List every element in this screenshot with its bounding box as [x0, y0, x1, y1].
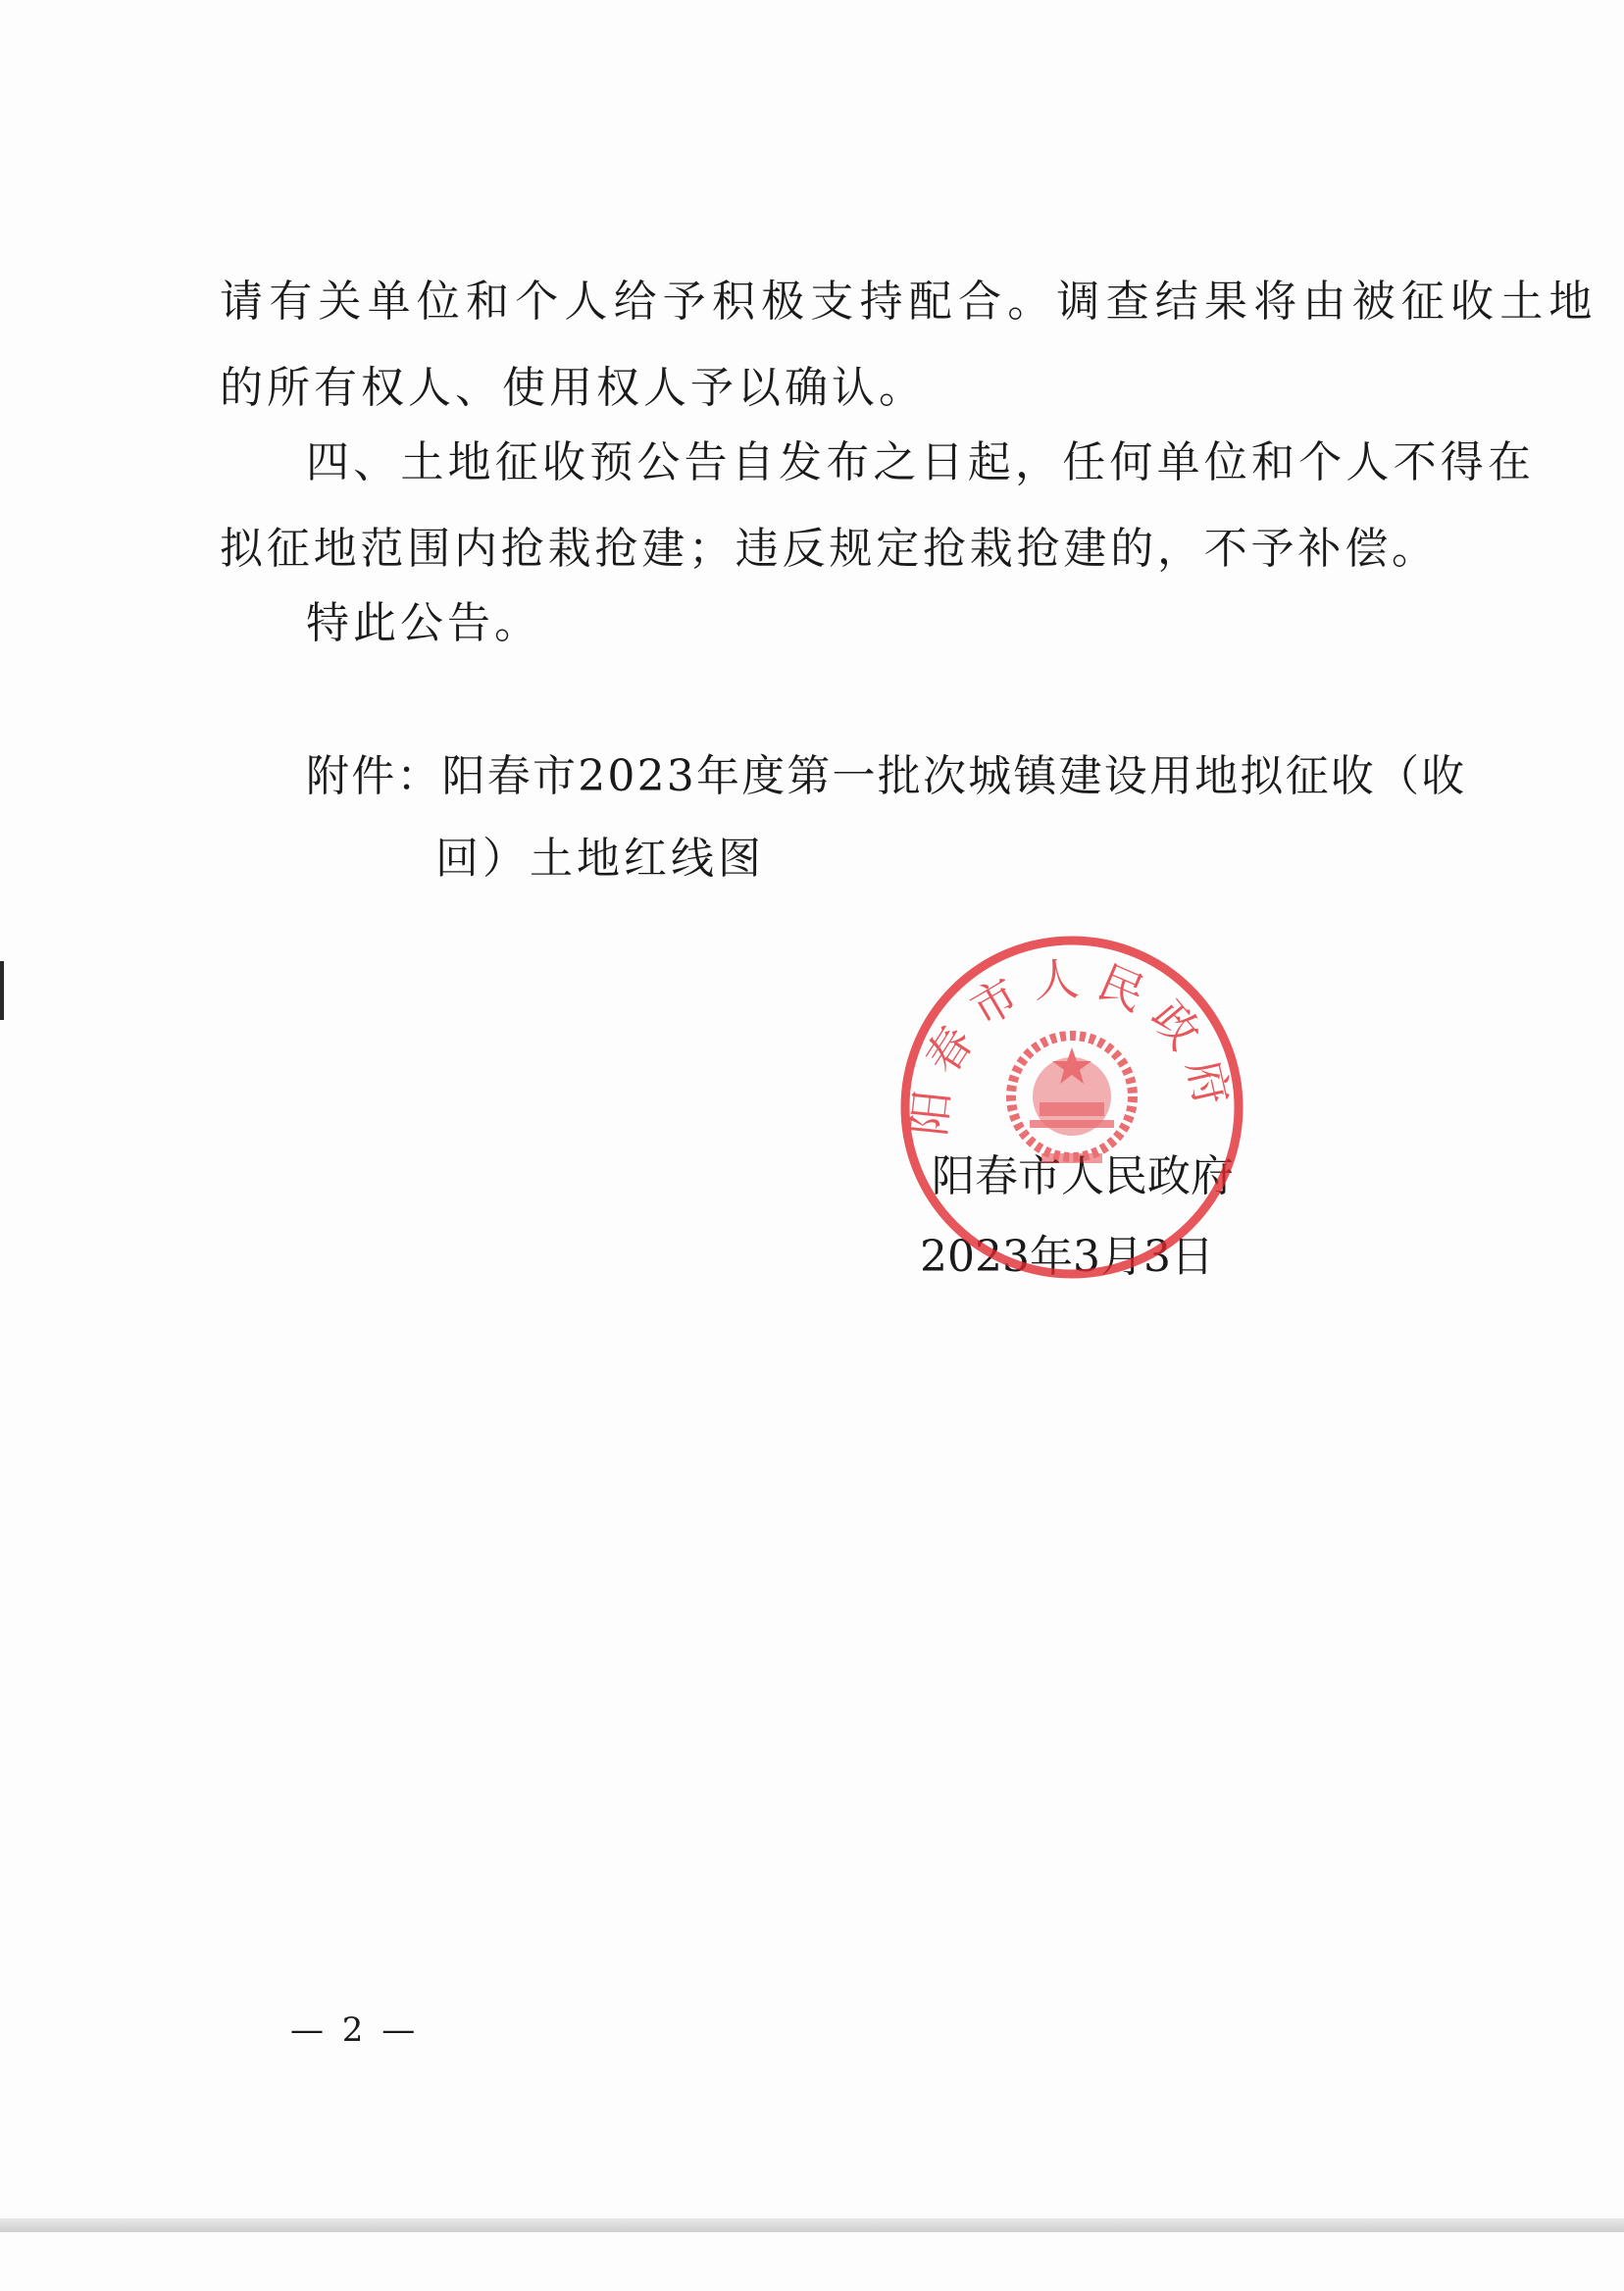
- body-line: 的所有权人、使用权人予以确认。: [220, 363, 926, 413]
- official-seal-icon: [894, 930, 1249, 1285]
- scan-bottom-edge: [0, 2218, 1624, 2232]
- issue-date: 2023年3月3日: [920, 1232, 1214, 1282]
- issuer-signature: 阳春市人民政府: [932, 1151, 1234, 1201]
- attachment-line: 回）土地红线图: [435, 834, 765, 884]
- seal-text: 阳春市人民政府: [901, 951, 1243, 1139]
- scan-edge-mark: [0, 961, 4, 1020]
- body-line: 四、土地征收预公告自发布之日起，任何单位和个人不得在: [306, 437, 1536, 487]
- page-number: — 2 —: [290, 2011, 420, 2050]
- body-line: 拟征地范围内抢栽抢建；违反规定抢栽抢建的，不予补偿。: [220, 524, 1439, 574]
- closing-line: 特此公告。: [306, 598, 541, 648]
- body-line: 请有关单位和个人给予积极支持配合。调查结果将由被征收土地: [220, 277, 1599, 327]
- attachment-line: 附件：阳春市2023年度第一批次城镇建设用地拟征收（收: [306, 751, 1467, 801]
